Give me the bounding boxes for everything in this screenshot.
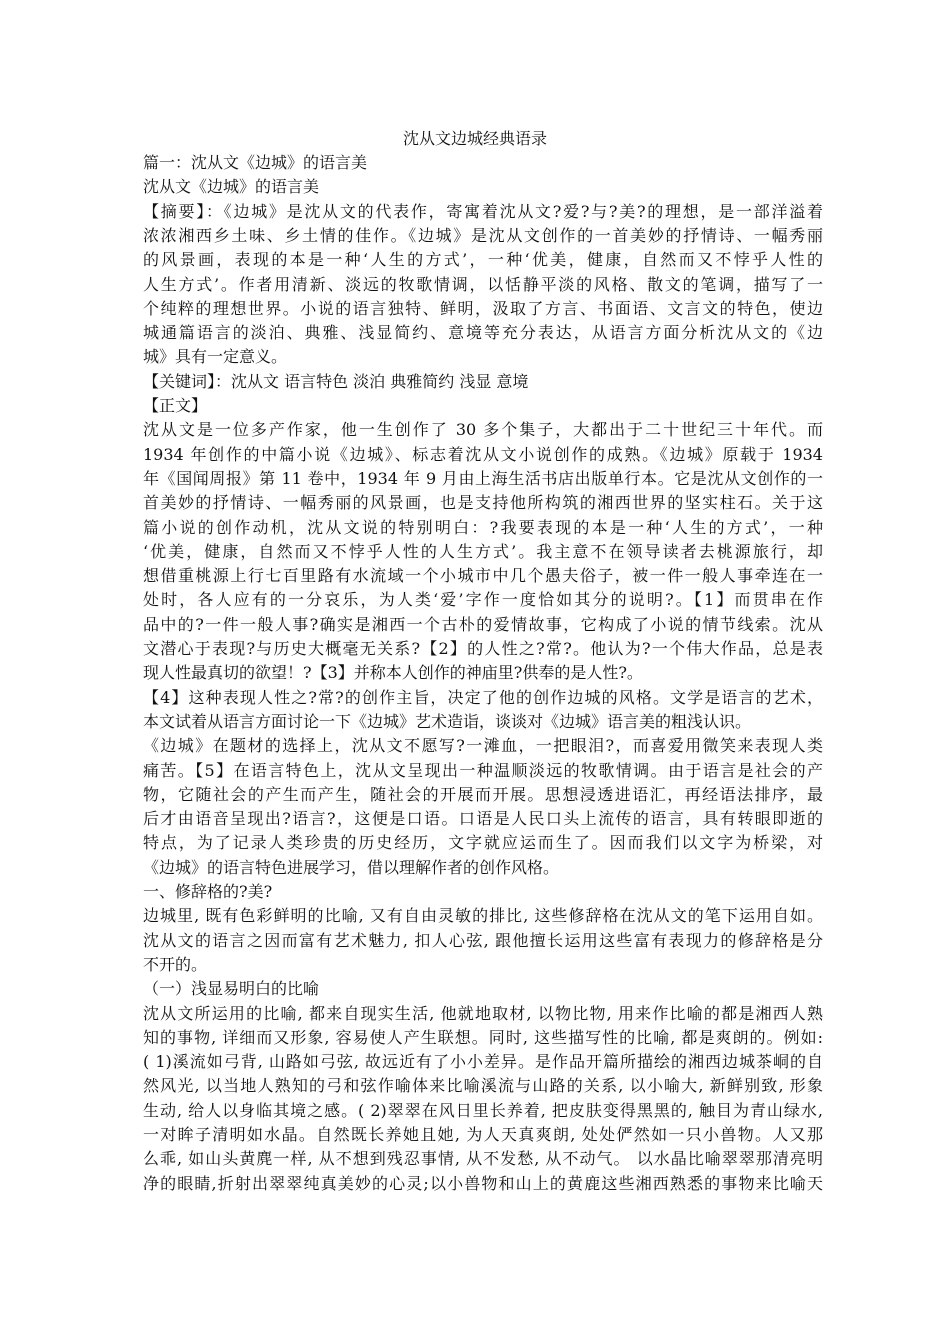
text-line: 《边城》在题材的选择上，沈从文不愿写?一滩血，一把眼泪?，而喜爱用微笑来表现人类 — [143, 736, 823, 756]
text-line: （一）浅显易明白的比喻 — [143, 979, 320, 999]
text-line: 么乖, 如山头黄麂一样, 从不想到残忍事情, 从不发愁, 从不动气。 以水晶比喻翠翠那清亮明 — [143, 1149, 823, 1169]
text-line: 痛苦。【5】在语言特色上，沈从文呈现出一种温顺淡远的牧歌情调。由于语言是社会的产 — [143, 760, 823, 780]
text-line: 现人性最真切的欲望！?【3】并称本人创作的神庙里?供奉的是人性?。 — [143, 663, 643, 683]
text-line: 一、修辞格的?美? — [143, 882, 273, 901]
text-line: 知的事物, 详细而又形象, 容易使人产生联想。同时, 这些描写性的比喻, 都是爽朗的。例如: — [143, 1027, 823, 1047]
text-line: 处时，各人应有的一分哀乐，为人类‘爱’字作一度恰如其分的说明?。【1】而贯串在作 — [143, 590, 823, 610]
text-line: 沈从文是一位多产作家，他一生创作了 30 多个集子，大都出于二十世纪三十年代。而 — [143, 420, 823, 440]
text-line: 【关键词】：沈从文 语言特色 淡泊 典雅简约 浅显 意境 — [143, 371, 529, 391]
text-line: ‘优美，健康，自然而又不悖乎人性的人生方式’。我主意不在领导读者去桃源旅行，却 — [143, 541, 823, 561]
text-line: 沈从文《边城》的语言美 — [143, 177, 320, 197]
text-line: 人生方式’。作者用清新、淡远的牧歌情调，以恬静平淡的风格、散文的笔调，描写了一 — [143, 274, 823, 294]
text-line: 篇一：沈从文《边城》的语言美 — [143, 153, 368, 172]
text-line: 品中的?一件一般人事?确实是湘西一个古朴的爱情故事，它构成了小说的情节线索。沈从 — [143, 614, 823, 634]
text-line: ( 1)溪流如弓背, 山路如弓弦, 故远近有了小小差异。是作品开篇所描绘的湘西边城茶峒的自 — [143, 1052, 823, 1072]
text-line: 边城里, 既有色彩鲜明的比喻, 又有自由灵敏的排比, 这些修辞格在沈从文的笔下运用自如。 — [143, 906, 823, 926]
text-line: 的风景画，表现的本是一种‘人生的方式’，一种‘优美，健康，自然而又不悖乎人性的 — [143, 250, 823, 270]
text-line: 然风光, 以当地人熟知的弓和弦作喻体来比喻溪流与山路的关系, 以小喻大, 新鲜别致, 形象 — [143, 1076, 823, 1096]
text-line: 城通篇语言的淡泊、典雅、浅显简约、意境等充分表达，从语言方面分析沈从文的《边 — [143, 323, 823, 343]
text-line: 年《国闻周报》第 11 卷中，1934 年 9 月由上海生活书店出版单行本。它是沈从文创作的一 — [143, 468, 823, 488]
text-line: 沈从文所运用的比喻, 都来自现实生活, 他就地取材, 以物比物, 用来作比喻的都是湘西人熟 — [143, 1003, 823, 1023]
text-line: 后才由语音呈现出?语言?，这便是口语。口语是人民口头上流传的语言，具有转眼即逝的 — [143, 809, 823, 829]
text-line: 【摘要】：《边城》是沈从文的代表作，寄寓着沈从文?爱?与?美?的理想，是一部洋溢着 — [143, 201, 823, 221]
text-line: 特点，为了记录人类珍贵的历史经历，文字就应运而生了。因而我们以文字为桥梁，对 — [143, 833, 823, 853]
text-line: 想借重桃源上行七百里路有水流域一个小城市中几个愚夫俗子，被一件一般人事牵连在一 — [143, 566, 823, 586]
text-line: 不开的。 — [143, 954, 208, 974]
text-line: 篇小说的创作动机，沈从文说的特别明白：?我要表现的本是一种‘人生的方式’，一种 — [143, 517, 823, 537]
text-line: 生动, 给人以身临其境之感。( 2)翠翠在风日里长养着, 把皮肤变得黑黑的, 触目为青山绿水, — [143, 1100, 823, 1120]
text-line: 本文试着从语言方面讨论一下《边城》艺术造诣，谈谈对《边城》语言美的粗浅认识。 — [143, 711, 752, 731]
text-line: 【正文】 — [143, 396, 208, 415]
text-line: 城》具有一定意义。 — [143, 347, 288, 367]
text-line: 首美妙的抒情诗、一幅秀丽的风景画，也是支持他所构筑的湘西世界的坚实柱石。关于这 — [143, 493, 823, 513]
document-title: 沈从文边城经典语录 — [402, 129, 547, 148]
text-line: 文潜心于表现?与历史大概毫无关系?【2】的人性之?常?。他认为?一个伟大作品，总是表 — [143, 639, 823, 658]
text-line: 沈从文的语言之因而富有艺术魅力, 扣人心弦, 跟他擅长运用这些富有表现力的修辞格是分 — [143, 930, 823, 950]
text-line: 浓浓湘西乡土味、乡土情的佳作。《边城》是沈从文创作的一首美妙的抒情诗、一幅秀丽 — [143, 225, 823, 245]
text-line: 净的眼睛,折射出翠翠纯真美妙的心灵;以小兽物和山上的黄鹿这些湘西熟悉的事物来比喻天 — [143, 1173, 823, 1193]
text-line: 《边城》的语言特色进展学习，借以理解作者的创作风格。 — [143, 857, 560, 877]
text-line: 【4】这种表现人性之?常?的创作主旨，决定了他的创作边城的风格。文学是语言的艺术， — [143, 687, 823, 707]
text-line: 个纯粹的理想世界。小说的语言独特、鲜明，汲取了方言、书面语、文言文的特色，使边 — [143, 298, 823, 318]
text-line: 1934 年创作的中篇小说《边城》、标志着沈从文小说创作的成熟。《边城》原载于 1934 — [143, 444, 823, 464]
text-line: 一对眸子清明如水晶。自然既长养她且她, 为人天真爽朗, 处处俨然如一只小兽物。人又那 — [143, 1125, 823, 1144]
text-line: 物，它随社会的产生而产生，随社会的开展而开展。思想浸透进语汇，再经语法排序，最 — [143, 784, 823, 804]
